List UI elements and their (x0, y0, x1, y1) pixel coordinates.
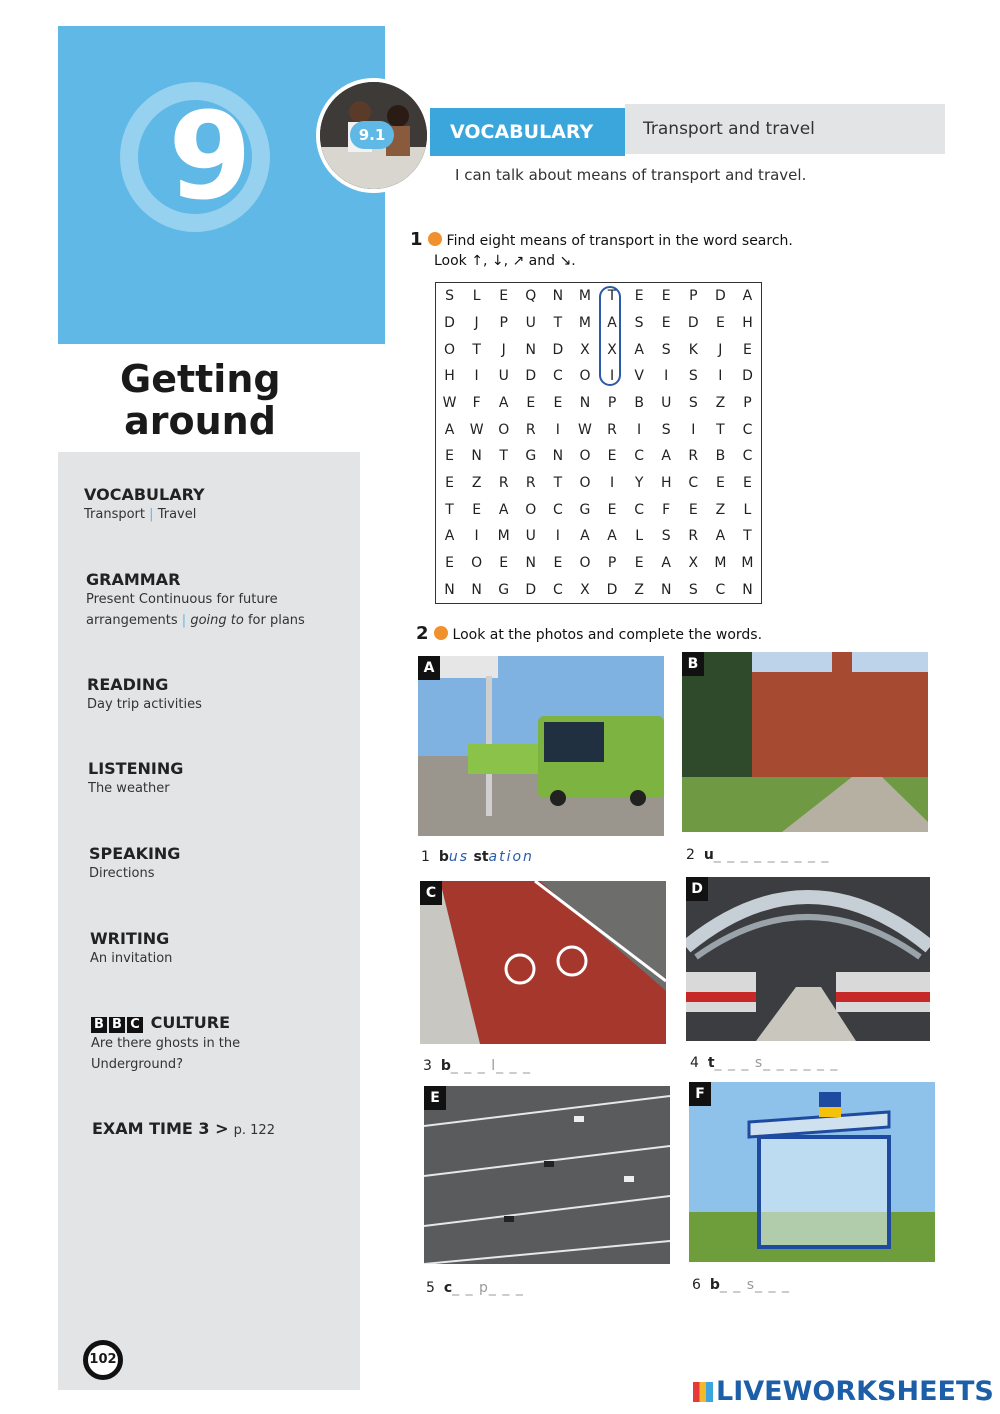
grid-letter[interactable]: M (578, 314, 591, 331)
grid-letter[interactable]: A (661, 448, 671, 465)
grid-letter[interactable]: C (634, 501, 644, 518)
grid-letter[interactable]: I (691, 421, 696, 438)
grid-letter[interactable]: N (579, 394, 591, 411)
grid-letter[interactable]: Q (525, 288, 537, 305)
grid-letter[interactable]: M (741, 554, 754, 571)
answer-prefix: t (707, 1055, 715, 1071)
grid-letter[interactable]: A (444, 421, 455, 438)
bbc-logo-letter: C (127, 1017, 143, 1033)
unit-title (120, 358, 280, 442)
grid-letter[interactable]: D (606, 581, 618, 598)
contents-listening (88, 759, 183, 799)
grid-letter[interactable]: O (579, 368, 591, 385)
car-park-illustration (424, 1086, 670, 1264)
grid-letter[interactable]: T (607, 288, 617, 305)
grid-letter[interactable]: S (688, 581, 698, 598)
grid-letter[interactable]: H (742, 314, 753, 331)
answer-input[interactable]: _ _ s_ _ _ (719, 1277, 790, 1293)
grid-letter[interactable]: J (718, 341, 723, 358)
grid-letter[interactable]: R (688, 528, 699, 545)
grid-letter[interactable]: D (742, 368, 753, 385)
grid-letter[interactable]: R (525, 474, 536, 491)
photo-car-park (424, 1086, 670, 1264)
grid-letter[interactable]: C (688, 474, 699, 491)
liveworksheets-logo (693, 1376, 994, 1407)
grid-letter[interactable]: T (743, 528, 752, 545)
answer-input[interactable]: _ _ _ s_ _ _ _ _ _ (714, 1055, 839, 1071)
contents-text: arrangements (86, 613, 178, 628)
grid-letter[interactable]: U (661, 394, 672, 411)
lesson-section-label: VOCABULARY (430, 108, 625, 156)
contents-text: for plans (247, 613, 305, 628)
grid-letter[interactable]: T (716, 421, 725, 438)
grid-letter[interactable]: O (498, 421, 510, 438)
grid-letter[interactable]: E (661, 314, 671, 331)
grid-letter[interactable]: M (497, 528, 510, 545)
contents-heading: GRAMMAR (86, 570, 181, 589)
grid-letter[interactable]: E (499, 554, 509, 571)
contents-text: Directions (89, 866, 155, 881)
answer-6 (692, 1277, 790, 1293)
grid-letter[interactable]: P (689, 288, 698, 305)
grid-letter[interactable]: E (553, 394, 563, 411)
grid-letter[interactable]: O (444, 341, 456, 358)
grid-letter[interactable]: F (662, 501, 671, 518)
grid-letter[interactable]: Z (715, 394, 726, 411)
contents-culture (91, 1013, 240, 1075)
grid-letter[interactable]: A (607, 314, 617, 331)
grid-letter[interactable]: R (525, 421, 536, 438)
lesson-number-badge: 9.1 (350, 121, 394, 149)
grid-letter[interactable]: A (715, 528, 726, 545)
grid-letter[interactable]: T (499, 448, 508, 465)
contents-text: An invitation (90, 951, 173, 966)
answer-number: 3 (423, 1058, 432, 1074)
grid-letter[interactable]: D (525, 581, 537, 598)
grid-letter[interactable]: N (552, 288, 564, 305)
grid-letter[interactable]: S (661, 528, 671, 545)
grid-letter[interactable]: R (688, 448, 699, 465)
answer-prefix: b (438, 849, 449, 865)
answer-number: 2 (686, 847, 695, 863)
grid-letter[interactable]: L (743, 501, 752, 518)
contents-text: Present Continuous for future (86, 592, 278, 607)
grid-letter[interactable]: P (499, 314, 508, 331)
grid-letter[interactable]: G (498, 581, 510, 598)
contents-text: Day trip activities (87, 697, 202, 712)
grid-letter[interactable]: G (579, 501, 591, 518)
photo-label: E (424, 1086, 446, 1110)
grid-letter[interactable]: I (637, 421, 642, 438)
bbc-logo-letter: B (91, 1017, 107, 1033)
grid-letter[interactable]: Z (715, 501, 726, 518)
grid-letter[interactable]: E (715, 474, 725, 491)
grid-letter[interactable]: I (474, 368, 479, 385)
grid-letter[interactable]: E (553, 554, 563, 571)
grid-letter[interactable]: N (660, 581, 672, 598)
grid-letter[interactable]: E (743, 474, 752, 491)
grid-letter[interactable]: A (742, 288, 753, 305)
grid-letter[interactable]: C (552, 368, 563, 385)
grid-letter[interactable]: T (445, 501, 454, 518)
grid-letter[interactable]: E (743, 341, 752, 358)
grid-letter[interactable]: O (579, 554, 591, 571)
answer-input[interactable]: _ _ _ _ _ _ _ _ _ (713, 847, 830, 863)
grid-letter[interactable]: B (634, 394, 644, 411)
contents-heading: VOCABULARY (84, 485, 205, 504)
contents-heading: SPEAKING (89, 844, 181, 863)
grid-letter[interactable]: C (552, 501, 563, 518)
unit-title-line2: around (124, 399, 276, 443)
university-illustration (682, 652, 928, 832)
exercise1-directions: Look ↑, ↓, ↗ and ↘. (434, 253, 576, 269)
grid-letter[interactable]: S (688, 368, 698, 385)
contents-text: Underground? (91, 1057, 184, 1072)
grid-letter[interactable]: A (634, 341, 644, 358)
grid-letter[interactable]: O (525, 501, 537, 518)
grid-letter[interactable]: E (661, 288, 671, 305)
grid-letter[interactable]: H (660, 474, 672, 491)
grid-letter[interactable]: D (552, 341, 564, 358)
grid-letter[interactable]: U (498, 368, 509, 385)
photo-bus-station (418, 656, 664, 836)
answer-number: 1 (421, 849, 430, 865)
grid-letter[interactable]: E (499, 288, 509, 305)
grid-letter[interactable]: I (718, 368, 723, 385)
contents-heading: WRITING (90, 929, 170, 948)
contents-text: The weather (88, 781, 170, 796)
grid-letter[interactable]: S (661, 421, 671, 438)
bbc-logo-letter: B (109, 1017, 125, 1033)
photo-bike-lane (420, 881, 666, 1044)
grid-letter[interactable]: W (442, 394, 457, 411)
exercise-instruction: Look at the photos and complete the words. (452, 627, 763, 643)
grid-letter[interactable]: J (474, 314, 479, 331)
grid-letter[interactable]: S (634, 314, 644, 331)
grid-letter[interactable]: W (469, 421, 484, 438)
photo-label: C (420, 881, 442, 905)
bus-stop-illustration (689, 1082, 935, 1262)
grid-letter[interactable]: R (607, 421, 617, 438)
grid-letter[interactable]: O (579, 448, 591, 465)
contents-exam-time (92, 1119, 275, 1141)
contents-heading: READING (87, 675, 169, 694)
grid-letter[interactable]: C (552, 581, 563, 598)
grid-letter[interactable]: I (474, 528, 479, 545)
grid-letter[interactable]: E (472, 501, 482, 518)
answer-1 (421, 849, 534, 865)
grid-letter[interactable]: K (688, 341, 698, 358)
grid-letter[interactable]: C (634, 448, 644, 465)
photo-label: A (418, 656, 440, 680)
grid-letter[interactable]: T (553, 314, 563, 331)
grid-letter[interactable]: U (525, 528, 536, 545)
grid-letter[interactable]: X (580, 341, 590, 358)
answer-input-filled[interactable]: us (448, 849, 470, 865)
grid-letter[interactable]: D (714, 288, 726, 305)
answer-prefix: st (473, 849, 489, 865)
contents-text: Are there ghosts in the (91, 1036, 241, 1051)
grid-letter[interactable]: A (661, 554, 671, 571)
answer-input[interactable]: _ _ p_ _ _ (452, 1280, 524, 1296)
answer-number: 6 (692, 1277, 701, 1293)
grid-letter[interactable]: Z (634, 581, 644, 598)
grid-letter[interactable]: V (634, 368, 644, 385)
grid-letter[interactable]: D (444, 314, 455, 331)
answer-prefix: u (703, 847, 714, 863)
grid-letter[interactable]: O (579, 474, 591, 491)
grid-letter[interactable]: L (635, 528, 644, 545)
photo-train-station (686, 877, 930, 1041)
bbc-culture-heading (91, 1013, 240, 1033)
grid-letter[interactable]: N (471, 448, 482, 465)
grid-letter[interactable]: C (742, 448, 753, 465)
answer-5 (426, 1280, 524, 1296)
grid-letter[interactable]: E (445, 554, 454, 571)
grid-letter[interactable]: A (444, 528, 455, 545)
grid-letter[interactable]: Z (471, 474, 482, 491)
grid-letter[interactable]: E (526, 394, 536, 411)
exercise-instruction: Find eight means of transport in the word search. (446, 233, 793, 249)
grid-letter[interactable]: A (607, 528, 617, 545)
answer-3 (423, 1058, 531, 1074)
grid-letter[interactable]: D (687, 314, 699, 331)
answer-number: 4 (690, 1055, 699, 1071)
grid-letter[interactable]: E (607, 448, 617, 465)
grid-letter[interactable]: A (498, 394, 509, 411)
page-number: 102 (83, 1340, 123, 1380)
contents-grammar (86, 570, 305, 631)
grid-letter[interactable]: X (607, 341, 617, 358)
contents-text: Transport (84, 507, 146, 522)
contents-text: Travel (157, 507, 197, 522)
photo-label: F (689, 1082, 711, 1106)
grid-letter[interactable]: I (609, 368, 615, 385)
grid-letter[interactable]: H (444, 368, 455, 385)
grid-letter[interactable]: C (742, 421, 753, 438)
grid-letter[interactable]: S (445, 288, 454, 305)
grid-letter[interactable]: T (472, 341, 481, 358)
answer-2 (686, 847, 829, 863)
grid-letter[interactable]: S (688, 394, 698, 411)
grid-letter[interactable]: X (580, 581, 590, 598)
contents-heading: EXAM TIME 3 > (92, 1119, 229, 1138)
answer-number: 5 (426, 1280, 435, 1296)
photo-university (682, 652, 928, 832)
photo-label: B (682, 652, 704, 676)
grid-letter[interactable]: E (445, 474, 454, 491)
exam-page-ref: p. 122 (233, 1123, 275, 1138)
grid-letter[interactable]: M (578, 288, 591, 305)
contents-writing (90, 929, 172, 969)
grid-letter[interactable]: E (607, 501, 617, 518)
lesson-topic: Transport and travel (625, 104, 945, 154)
bike-lane-illustration (420, 881, 666, 1044)
answer-prefix: b (440, 1058, 451, 1074)
exercise2-header (416, 623, 762, 644)
unit-title-line1: Getting (120, 357, 281, 401)
grid-letter[interactable]: I (555, 528, 560, 545)
separator: | (181, 613, 187, 628)
grid-letter[interactable]: C (715, 581, 726, 598)
grid-letter[interactable]: W (578, 421, 592, 438)
grid-letter[interactable]: I (664, 368, 669, 385)
found-word-highlight (599, 286, 621, 386)
contents-reading (87, 675, 202, 715)
grid-letter[interactable]: J (501, 341, 506, 358)
grid-letter[interactable]: I (555, 421, 560, 438)
unit-number: 9 (168, 88, 252, 227)
grid-letter[interactable]: N (525, 554, 537, 571)
grid-letter[interactable]: N (525, 341, 537, 358)
grid-letter[interactable]: P (743, 394, 752, 411)
liveworksheets-icon (693, 1382, 713, 1402)
bus-station-illustration (418, 656, 664, 836)
contents-vocabulary (84, 485, 205, 525)
grid-letter[interactable]: N (742, 581, 753, 598)
grid-letter[interactable]: I (609, 474, 615, 491)
train-station-illustration (686, 877, 930, 1041)
contents-heading: CULTURE (150, 1013, 231, 1032)
grid-letter[interactable]: N (471, 581, 482, 598)
exercise-number: 1 (410, 229, 423, 250)
exercise-number: 2 (416, 623, 429, 644)
exercise1-header (410, 229, 793, 250)
grid-letter[interactable]: D (525, 368, 537, 385)
photo-bus-stop (689, 1082, 935, 1262)
answer-input-filled[interactable]: ation (488, 849, 534, 865)
brand-name: LIVEWORKSHEETS (716, 1376, 994, 1407)
grid-letter[interactable]: B (715, 448, 726, 465)
separator: | (149, 507, 154, 522)
grid-letter[interactable]: P (607, 554, 617, 571)
answer-prefix: b (709, 1277, 720, 1293)
grid-letter[interactable]: S (661, 341, 671, 358)
grid-letter[interactable]: E (715, 314, 725, 331)
grid-letter[interactable]: X (688, 554, 699, 571)
grid-letter[interactable]: N (444, 581, 455, 598)
grid-letter[interactable]: Y (634, 474, 644, 491)
grid-letter[interactable]: A (498, 501, 509, 518)
grid-letter[interactable]: N (552, 448, 564, 465)
grid-letter[interactable]: E (688, 501, 698, 518)
grid-letter[interactable]: A (580, 528, 590, 545)
grid-letter[interactable]: F (472, 394, 481, 411)
grid-letter[interactable]: E (445, 448, 454, 465)
grid-letter[interactable]: O (471, 554, 483, 571)
answer-input[interactable]: _ _ _ l_ _ _ (450, 1058, 531, 1074)
grid-letter[interactable]: E (634, 288, 644, 305)
answer-4 (690, 1055, 838, 1071)
grid-letter[interactable]: R (498, 474, 509, 491)
contents-speaking (89, 844, 180, 884)
grid-letter[interactable]: L (472, 288, 481, 305)
contents-text-italic: going to (190, 613, 244, 628)
grid-letter[interactable]: G (525, 448, 537, 465)
answer-prefix: c (443, 1280, 453, 1296)
grid-letter[interactable]: P (607, 394, 617, 411)
photo-label: D (686, 877, 708, 901)
grid-letter[interactable]: E (634, 554, 644, 571)
grid-letter[interactable]: U (525, 314, 536, 331)
grid-letter[interactable]: M (714, 554, 727, 571)
difficulty-dot-icon (434, 626, 448, 640)
contents-heading: LISTENING (88, 759, 184, 778)
can-do-statement: I can talk about means of transport and travel. (455, 166, 807, 184)
grid-letter[interactable]: T (553, 474, 563, 491)
difficulty-dot-icon (428, 232, 442, 246)
